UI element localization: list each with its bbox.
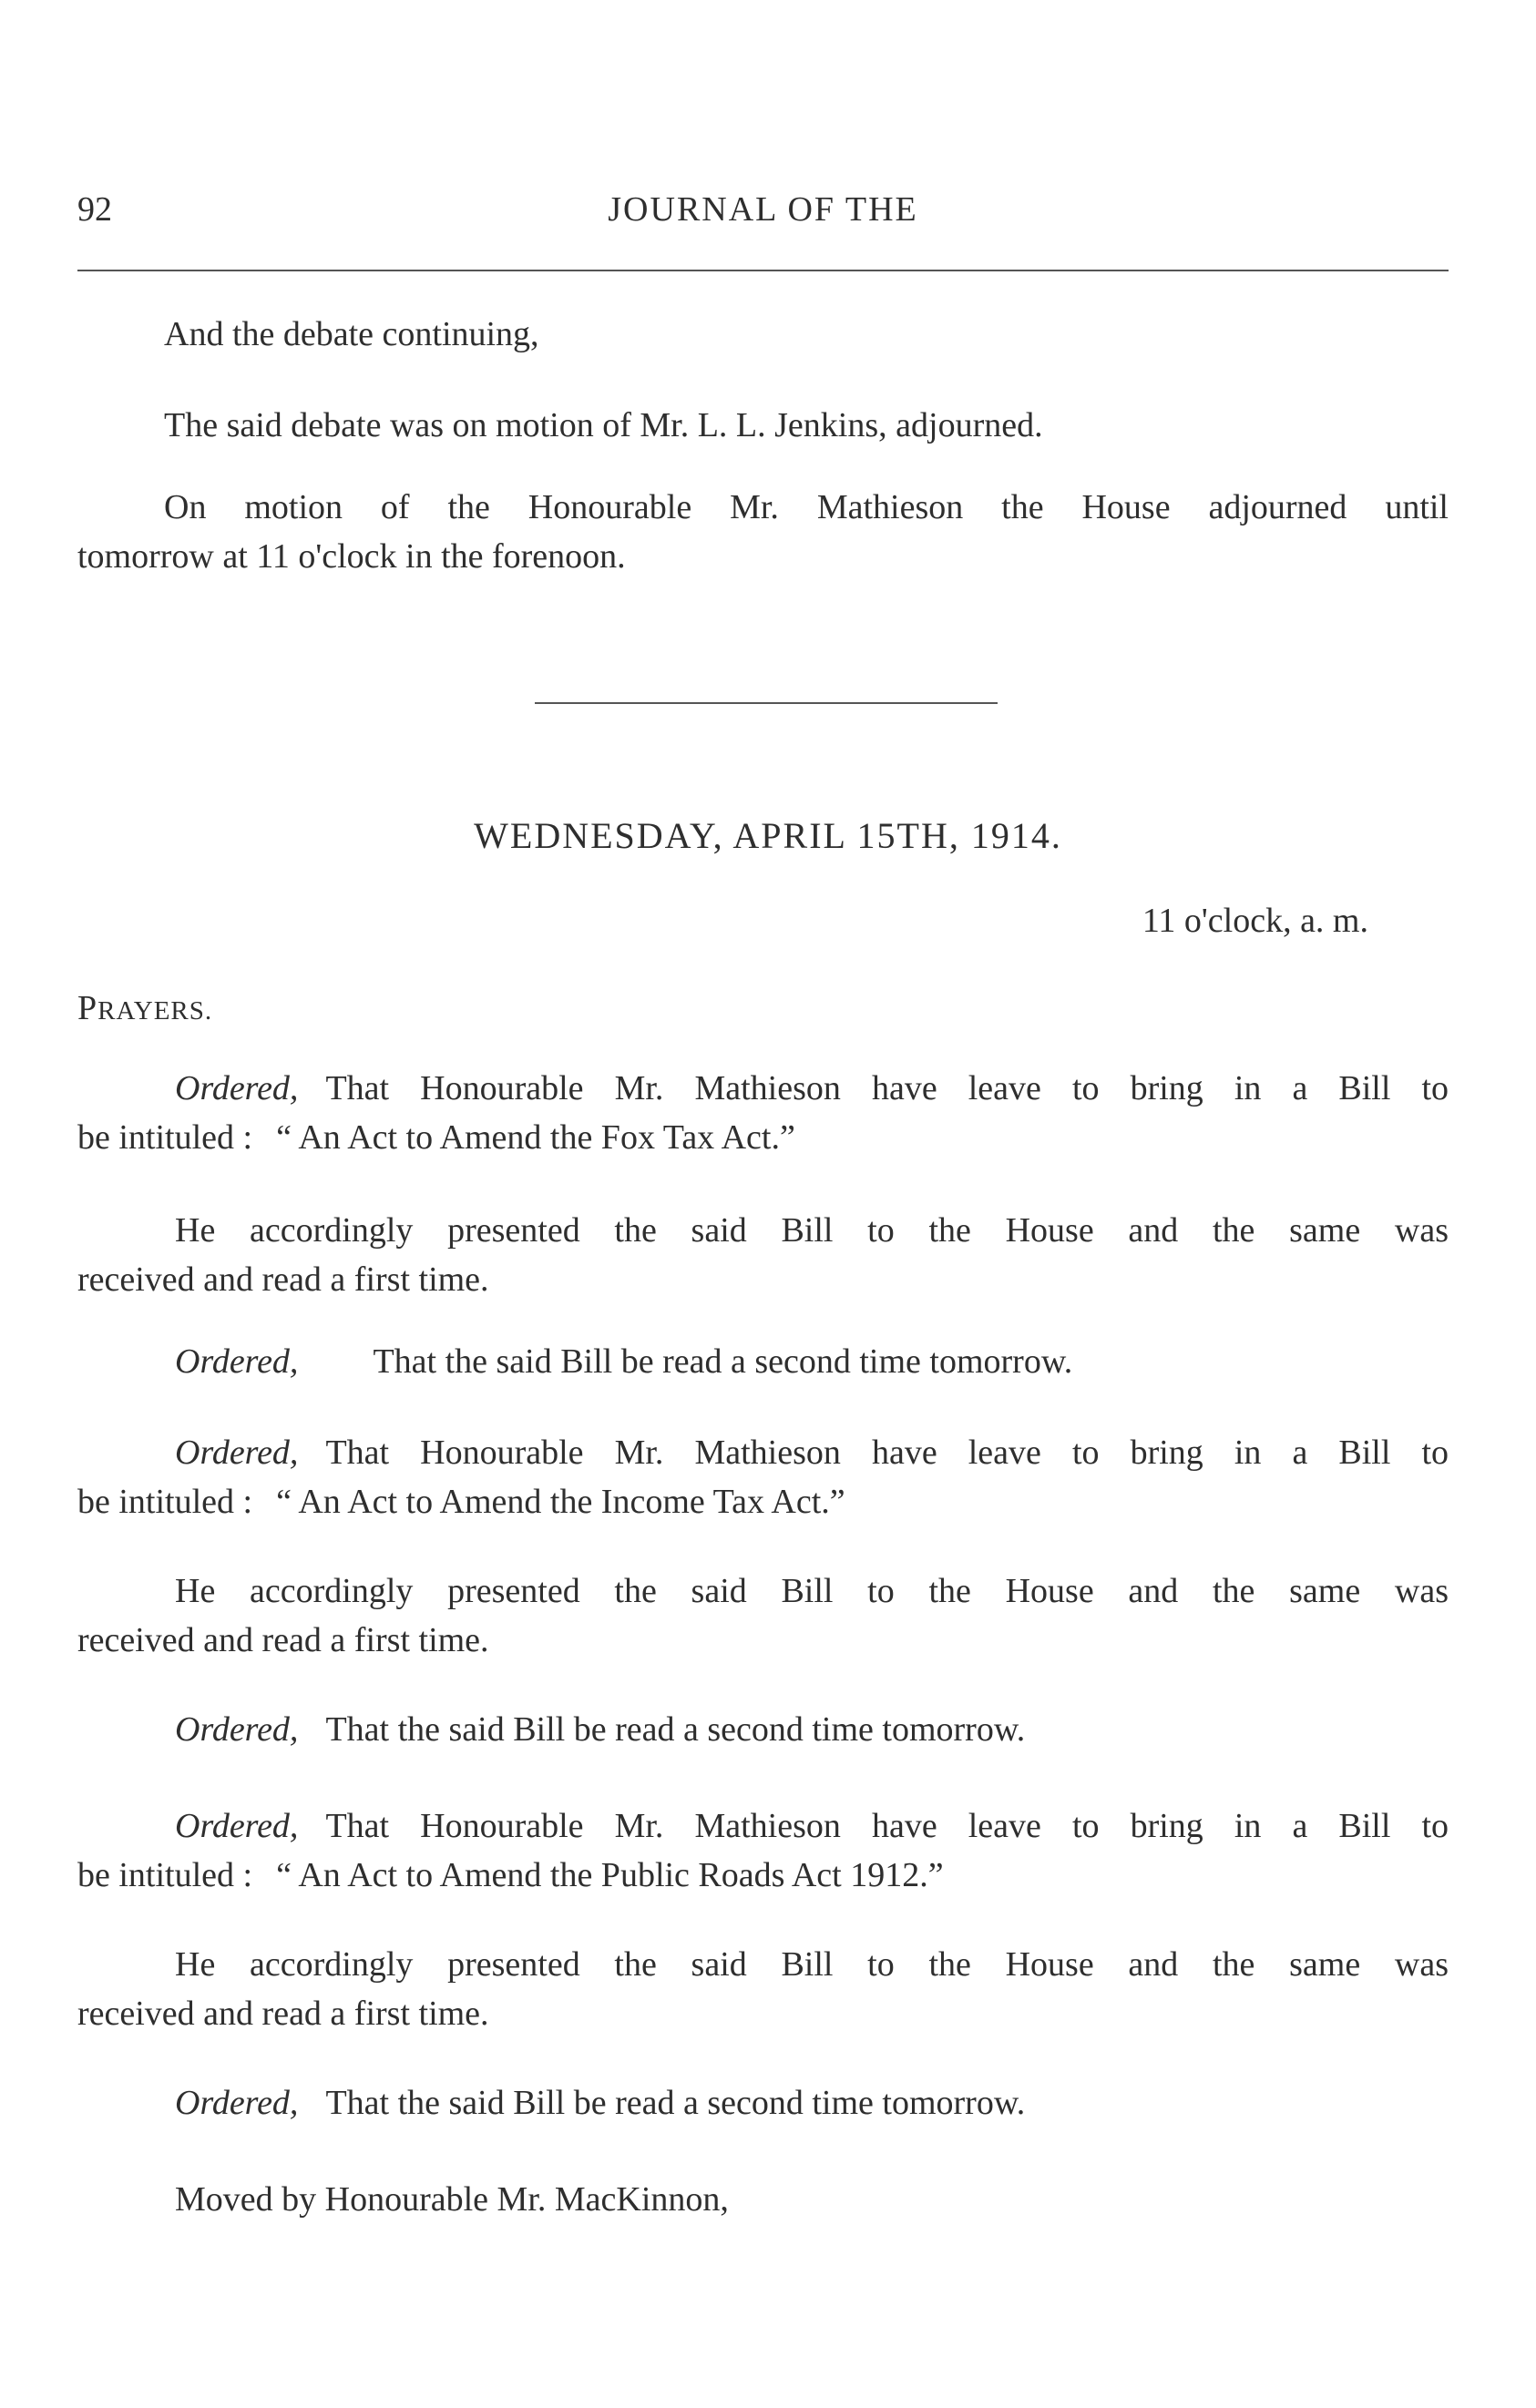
prayers-heading [77, 984, 212, 1036]
entry-2-intituled: be intituled : [77, 1483, 253, 1521]
page-header [77, 182, 1449, 237]
entry-1-second-text: That the said Bill be read a second time tomorrow. [373, 1342, 1073, 1381]
entry-1-second-ordered: Ordered, [175, 1342, 299, 1381]
paragraph-debate-continuing: And the debate continuing, [164, 315, 539, 353]
entry-2-second-text: That the said Bill be read a second time tomorrow. [325, 1710, 1026, 1749]
moved-by-line: Moved by Honourable Mr. MacKinnon, [175, 2180, 729, 2219]
entry-2-leave-line [175, 1428, 1449, 1477]
entry-1-act-title: “ An Act to Amend the Fox Tax Act.” [276, 1118, 795, 1157]
entry-2-presented-line-2: received and read a first time. [77, 1621, 489, 1659]
entry-2-second-ordered: Ordered, [175, 1710, 299, 1749]
entry-1-leave-text: That Honourable Mr. Mathieson have leave to bring in a Bill to [325, 1069, 1449, 1107]
entry-3-second-reading [175, 2078, 1025, 2127]
entry-3-second-ordered: Ordered, [175, 2084, 299, 2122]
entry-2-presented-line-1: He accordingly presented the said Bill to the House and the same was [175, 1572, 1449, 1610]
paragraph-debate-adjourned: The said debate was on motion of Mr. L. L. Jenkins, adjourned. [164, 406, 1043, 444]
section-divider [535, 702, 998, 704]
entry-3-second-text: That the said Bill be read a second time tomorrow. [325, 2084, 1026, 2122]
page-number: 92 [77, 190, 112, 229]
entry-1-intituled: be intituled : [77, 1118, 253, 1157]
entry-3-leave-text: That Honourable Mr. Mathieson have leave to bring in a Bill to [325, 1807, 1449, 1845]
entry-2-title-line [77, 1477, 845, 1526]
sitting-date-heading: WEDNESDAY, APRIL 15TH, 1914. [474, 815, 1062, 856]
entry-1-second-reading [175, 1337, 1072, 1386]
entry-3-act-title: “ An Act to Amend the Public Roads Act 1912.” [276, 1856, 944, 1894]
entry-2-second-reading [175, 1705, 1025, 1754]
entry-3-title-line [77, 1851, 944, 1900]
entry-3-leave-line [175, 1801, 1449, 1851]
paragraph-adjourn-line-1: On motion of the Honourable Mr. Mathieson the House adjourned until [164, 488, 1449, 526]
entry-3-intituled: be intituled : [77, 1856, 253, 1894]
entry-1-ordered: Ordered, [175, 1069, 299, 1107]
entry-2-leave-text: That Honourable Mr. Mathieson have leave to bring in a Bill to [325, 1434, 1449, 1472]
entry-2-ordered: Ordered, [175, 1434, 299, 1472]
entry-3-presented-line-1: He accordingly presented the said Bill to the House and the same was [175, 1945, 1449, 1984]
header-rule [77, 270, 1449, 271]
running-title: JOURNAL OF THE [608, 190, 918, 229]
entry-3-presented-line-2: received and read a first time. [77, 1995, 489, 2033]
entry-1-presented-line-1: He accordingly presented the said Bill to the House and the same was [175, 1211, 1449, 1250]
entry-3-ordered: Ordered, [175, 1807, 299, 1845]
entry-2-act-title: “ An Act to Amend the Income Tax Act.” [276, 1483, 845, 1521]
entry-1-leave-line [175, 1064, 1449, 1113]
entry-1-presented-line-2: received and read a first time. [77, 1260, 489, 1299]
sitting-time: 11 o'clock, a. m. [1142, 902, 1368, 940]
prayers-initial: P [77, 989, 98, 1027]
entry-1-title-line [77, 1113, 795, 1162]
paragraph-adjourn-line-2: tomorrow at 11 o'clock in the forenoon. [77, 537, 626, 576]
prayers-rest: RAYERS. [97, 996, 213, 1025]
